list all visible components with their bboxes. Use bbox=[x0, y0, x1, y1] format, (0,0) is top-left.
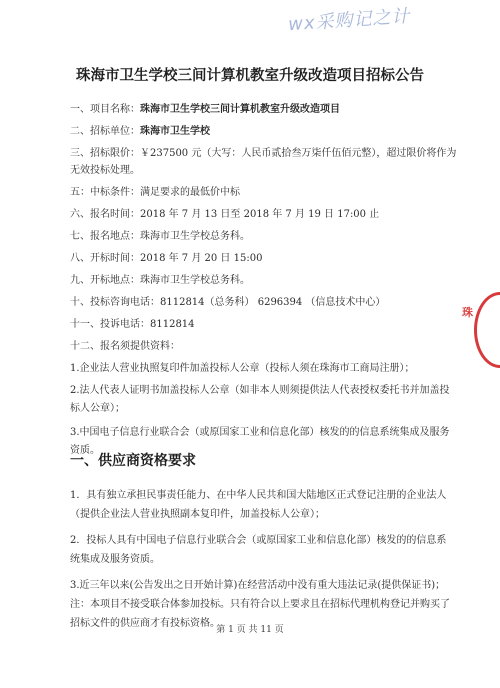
requirement-item-cont: （提供企业法人营业执照副本复印件，加盖投标人公章）； bbox=[70, 509, 325, 520]
seal-text: 珠 bbox=[462, 306, 473, 319]
item-label: 三、招标限价： bbox=[70, 148, 140, 159]
item-label: 十一、投诉电话： bbox=[70, 319, 150, 330]
requirement-item: 2．投标人具有中国电子信息行业联合会（或原国家工业和信息化部）核发的的信息系 bbox=[70, 535, 447, 546]
item-value: 珠海市卫生学校 bbox=[140, 126, 210, 137]
item-value: 8112814（总务科） 6296394 （信息技术中心） bbox=[160, 297, 386, 308]
requirement-item: 3.近三年以来(公告发出之日开始计算)在经营活动中没有重大违法记录(提供保证书)； bbox=[70, 580, 446, 591]
handwritten-note: wx采购记之计 bbox=[287, 5, 412, 36]
page-title: 珠海市卫生学校三间计算机教室升级改造项目招标公告 bbox=[76, 68, 424, 84]
announcement-items bbox=[70, 104, 457, 457]
item-value: 珠海市卫生学校总务科。 bbox=[140, 231, 250, 242]
item-value: 满足要求的最低价中标 bbox=[140, 187, 240, 198]
requirement-item-cont: 注：本项目不接受联合体参加投标。只有符合以上要求且在招标代理机构登记并购买了 bbox=[70, 599, 450, 610]
item-label: 七、报名地点： bbox=[70, 231, 140, 242]
material-item: 3.中国电子信息行业联合会（或原国家工业和信息化部）核发的的信息系统集成及服务 bbox=[70, 427, 450, 438]
material-item: 2.法人代表人证明书加盖投标人公章（如非本人则须提供法人代表授权委托书并加盖投 bbox=[70, 385, 450, 396]
requirements-list bbox=[70, 490, 450, 630]
material-item-cont: 资质。 bbox=[70, 445, 100, 456]
item-value: 珠海市卫生学校总务科。 bbox=[140, 275, 250, 286]
item-label: 十、投标咨询电话： bbox=[70, 297, 160, 308]
requirement-item-cont: 统集成及服务资质。 bbox=[70, 554, 160, 565]
item-label: 八、开标时间： bbox=[70, 253, 140, 264]
page-footer: 第 1 页 共 11 页 bbox=[216, 625, 284, 635]
item-value-cont: 无效投标处理。 bbox=[70, 165, 140, 176]
section-heading: 一、供应商资格要求 bbox=[70, 453, 196, 469]
item-label: 十二、报名须提供资料： bbox=[70, 341, 180, 352]
material-item-cont: 标人公章）； bbox=[70, 403, 125, 414]
item-label: 一、项目名称： bbox=[70, 104, 140, 115]
item-label: 五：中标条件： bbox=[70, 187, 140, 198]
item-value: 2018 年 7 月 13 日至 2018 年 7 月 19 日 17:00 止 bbox=[140, 209, 380, 220]
item-label: 六、报名时间： bbox=[70, 209, 140, 220]
material-item: 1.企业法人营业执照复印件加盖投标人公章（投标人须在珠海市工商局注册）； bbox=[70, 363, 415, 374]
item-label: 九、开标地点： bbox=[70, 275, 140, 286]
requirement-item-cont: 招标文件的供应商才有投标资格。 bbox=[70, 618, 220, 629]
requirement-item: 1．具有独立承担民事责任能力、在中华人民共和国大陆地区正式登记注册的企业法人 bbox=[70, 490, 447, 501]
item-value: 2018 年 7 月 20 日 15:00 bbox=[140, 253, 263, 264]
red-seal-stamp bbox=[474, 292, 500, 368]
item-label: 二、招标单位： bbox=[70, 126, 140, 137]
item-value: 8112814 bbox=[150, 319, 195, 330]
item-value: ￥237500 元（大写：人民币贰拾叁万柒仟伍佰元整），超过限价将作为 bbox=[140, 148, 457, 159]
item-value: 珠海市卫生学校三间计算机教室升级改造项目 bbox=[140, 104, 340, 115]
